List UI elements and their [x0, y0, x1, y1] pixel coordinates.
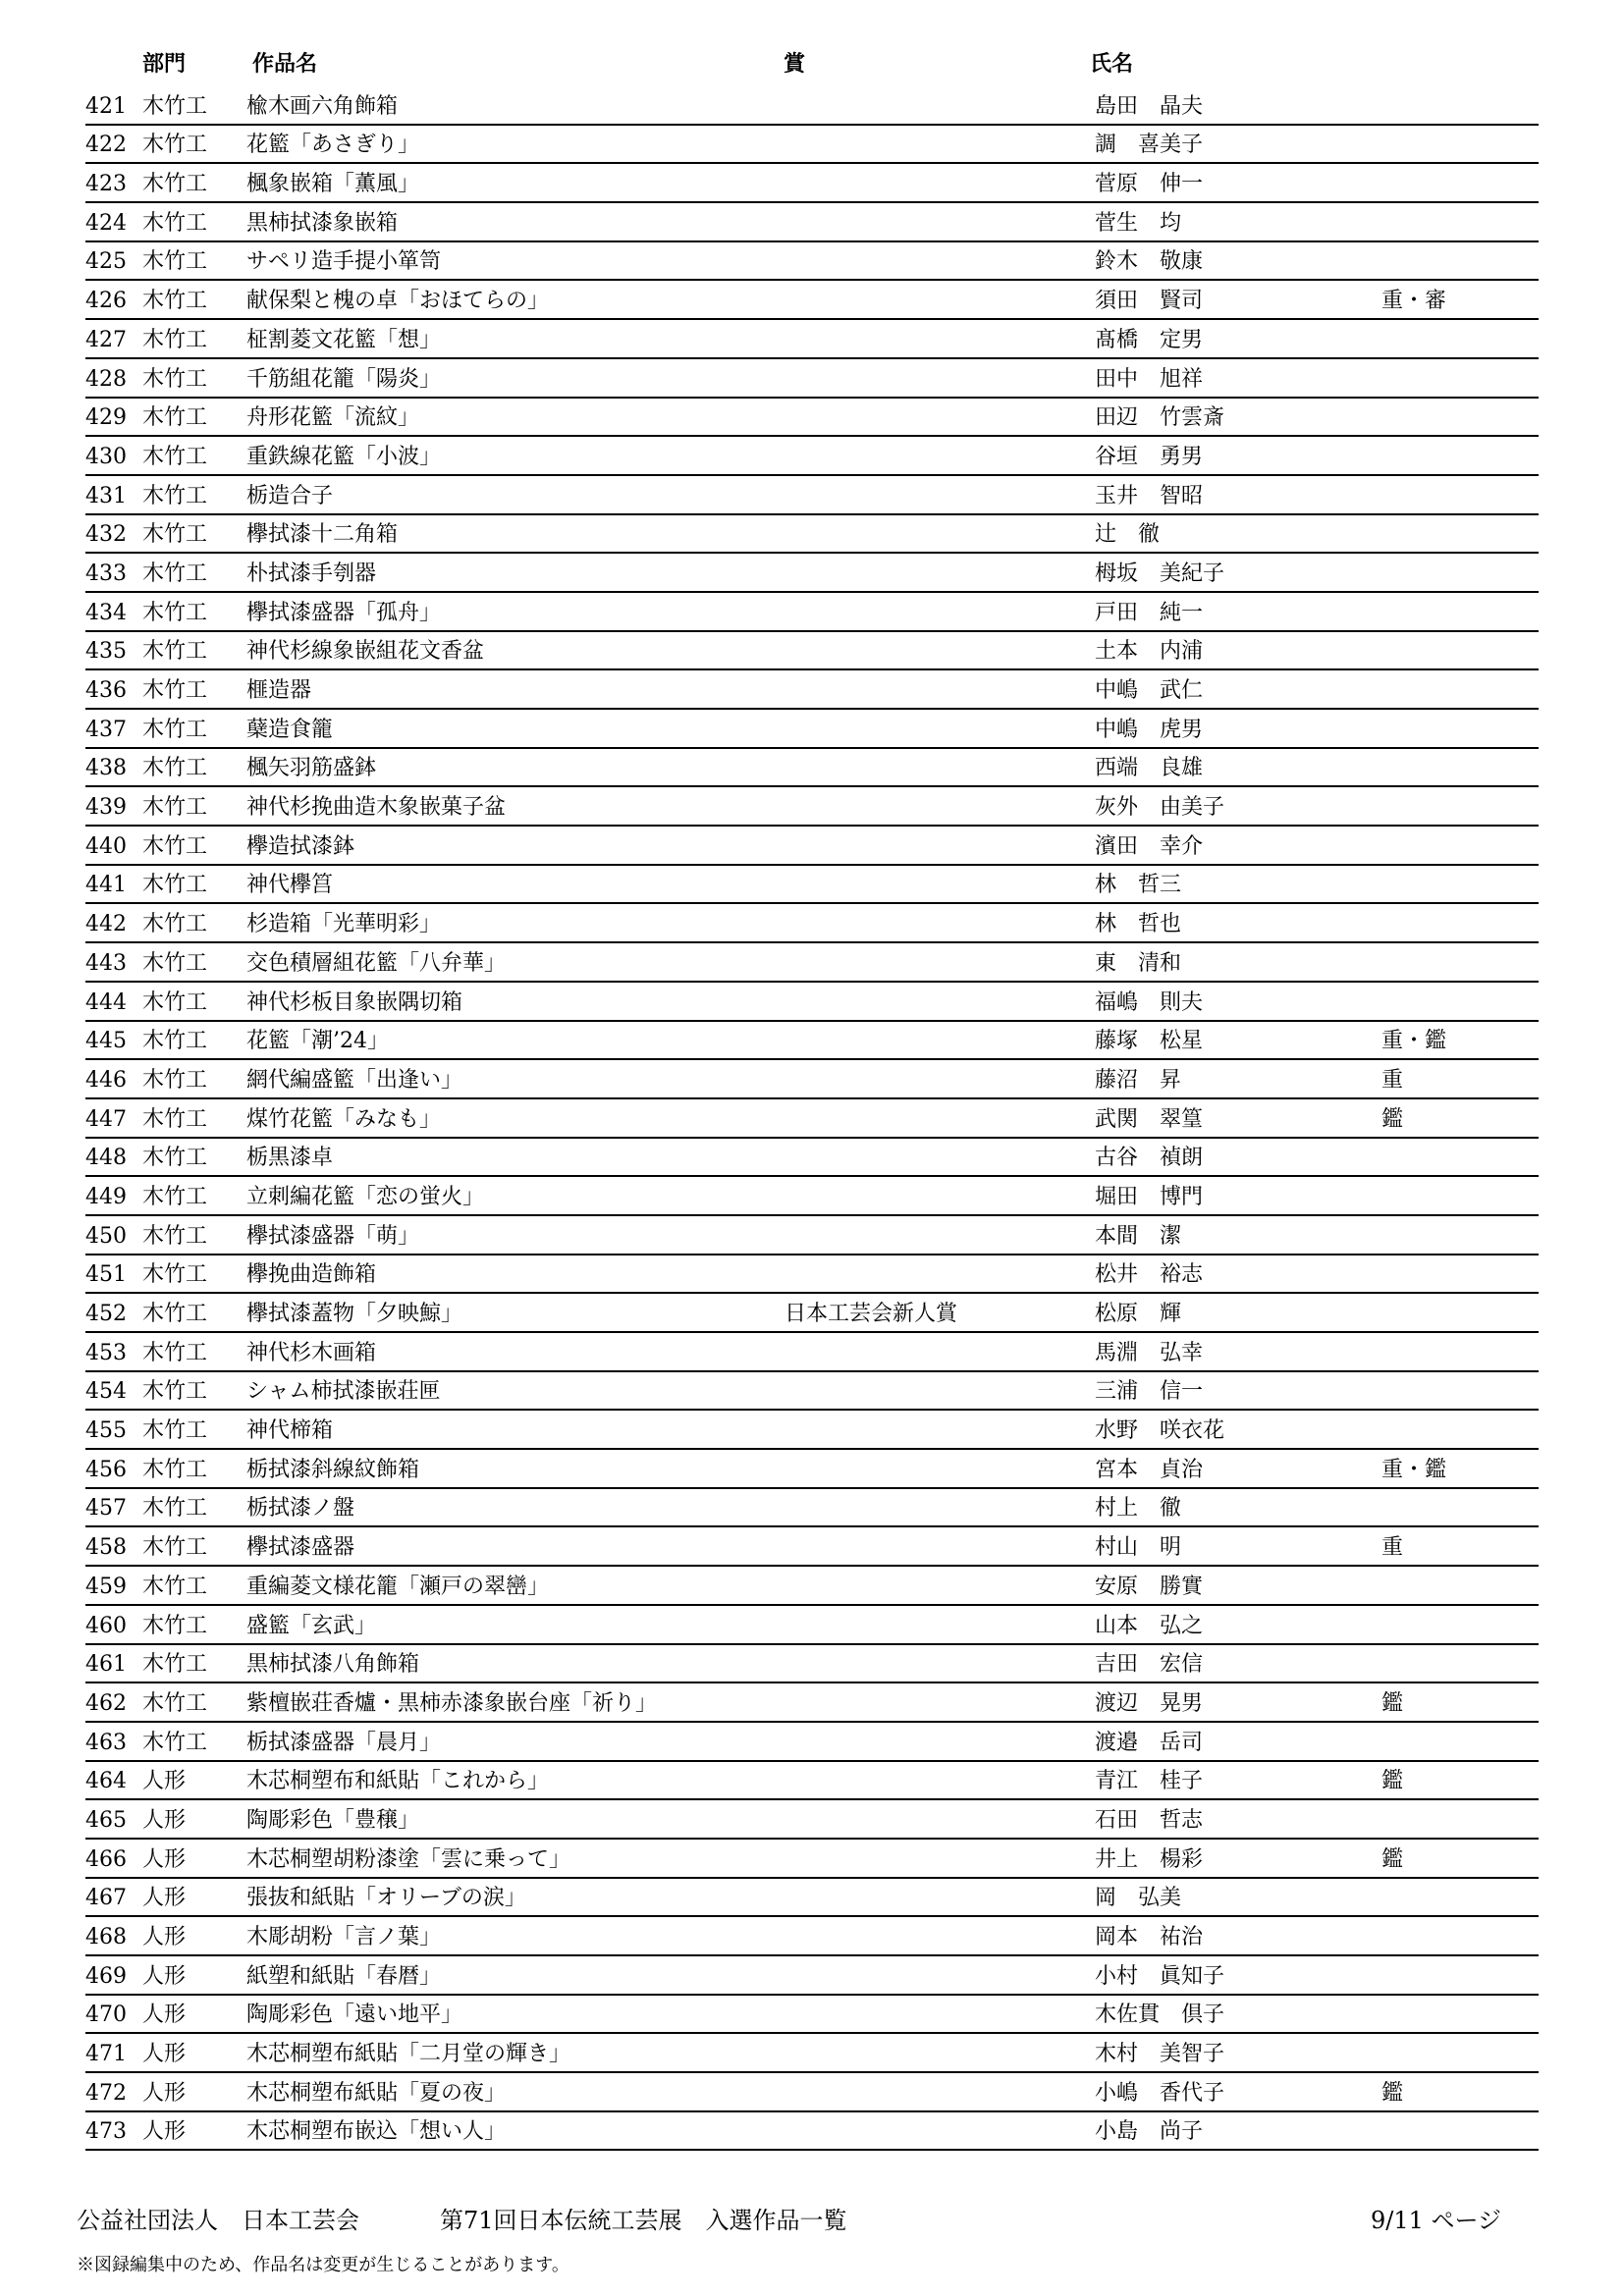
entry-artist-name: 谷垣 勇男	[1095, 444, 1204, 469]
entry-number: 448	[85, 1146, 127, 1171]
entry-department: 木竹工	[142, 327, 208, 352]
entry-work-title: 網代編盛籃「出逢い」	[246, 1067, 463, 1093]
entry-department: 木竹工	[142, 795, 208, 821]
entry-number: 470	[85, 2002, 127, 2028]
table-row	[85, 320, 1539, 359]
entry-artist-name: 小村 眞知子	[1095, 1963, 1225, 1989]
entry-work-title: 立刺編花籃「恋の蛍火」	[246, 1184, 485, 1209]
entry-number: 434	[85, 600, 127, 625]
entry-department: 木竹工	[142, 1146, 208, 1171]
entry-number: 459	[85, 1574, 127, 1599]
entry-department: 木竹工	[142, 366, 208, 392]
entry-status-mark: 重	[1381, 1535, 1404, 1561]
entry-department: 木竹工	[142, 1535, 208, 1561]
entry-department: 木竹工	[142, 1613, 208, 1638]
entry-artist-name: 村上 徹	[1095, 1496, 1182, 1522]
entry-status-mark: 重	[1381, 1067, 1404, 1093]
entry-artist-name: 木村 美智子	[1095, 2042, 1225, 2067]
entry-number: 432	[85, 522, 127, 548]
entry-status-mark: 鑑	[1381, 1769, 1404, 1794]
entry-artist-name: 水野 咲衣花	[1095, 1418, 1225, 1444]
entry-artist-name: 渡辺 晃男	[1095, 1690, 1204, 1716]
entry-department: 木竹工	[142, 1029, 208, 1054]
entry-number: 452	[85, 1302, 127, 1326]
entry-work-title: 栃拭漆ノ盤	[246, 1496, 355, 1522]
table-row	[85, 943, 1539, 983]
entry-artist-name: 須田 賢司	[1095, 289, 1204, 314]
entry-department: 木竹工	[142, 1379, 208, 1405]
table-row	[85, 86, 1539, 126]
header-award: 賞	[784, 52, 806, 77]
entry-work-title: 木芯桐塑布紙貼「夏の夜」	[246, 2080, 507, 2106]
entry-artist-name: 藤沼 昇	[1095, 1067, 1182, 1093]
table-row	[85, 787, 1539, 827]
entry-department: 木竹工	[142, 950, 208, 976]
entry-work-title: 杉造箱「光華明彩」	[246, 912, 442, 937]
entry-work-title: 栃拭漆斜線紋飾箱	[246, 1457, 420, 1482]
entry-department: 木竹工	[142, 1184, 208, 1209]
entry-department: 人形	[142, 1963, 187, 1989]
entry-number: 442	[85, 912, 127, 937]
table-row	[85, 1022, 1539, 1061]
table-row	[85, 1411, 1539, 1450]
entry-number: 421	[85, 93, 127, 119]
entry-number: 462	[85, 1690, 127, 1716]
entry-number: 464	[85, 1769, 127, 1794]
entry-number: 423	[85, 172, 127, 197]
entry-artist-name: 田辺 竹雲斎	[1095, 405, 1225, 431]
entry-artist-name: 堀田 博門	[1095, 1184, 1204, 1209]
entry-artist-name: 山本 弘之	[1095, 1613, 1204, 1638]
entry-number: 451	[85, 1262, 127, 1288]
entry-work-title: 栃拭漆盛器「晨月」	[246, 1730, 442, 1755]
entry-number: 473	[85, 2119, 127, 2145]
entry-artist-name: 栂坂 美紀子	[1095, 561, 1225, 586]
entry-number: 472	[85, 2080, 127, 2106]
entry-number: 422	[85, 133, 127, 158]
table-row	[85, 1723, 1539, 1762]
entry-list	[0, 86, 1624, 2151]
entry-work-title: 交色積層組花籃「八弁華」	[246, 950, 507, 976]
entry-department: 木竹工	[142, 1418, 208, 1444]
entry-number: 425	[85, 249, 127, 275]
table-row	[85, 1255, 1539, 1295]
entry-artist-name: 中嶋 虎男	[1095, 717, 1204, 742]
entry-department: 木竹工	[142, 561, 208, 586]
entry-department: 人形	[142, 2119, 187, 2145]
entry-number: 450	[85, 1223, 127, 1249]
entry-artist-name: 石田 哲志	[1095, 1807, 1204, 1833]
entry-number: 468	[85, 1925, 127, 1949]
table-row	[85, 749, 1539, 788]
table-row	[85, 1372, 1539, 1412]
entry-work-title: 楓矢羽筋盛鉢	[246, 756, 377, 781]
entry-number: 449	[85, 1184, 127, 1209]
entry-number: 469	[85, 1963, 127, 1989]
entry-department: 木竹工	[142, 172, 208, 197]
entry-department: 木竹工	[142, 1262, 208, 1288]
entry-number: 454	[85, 1379, 127, 1405]
entry-artist-name: 吉田 宏信	[1095, 1652, 1204, 1678]
entry-number: 465	[85, 1807, 127, 1833]
table-row	[85, 554, 1539, 593]
entry-work-title: 朴拭漆手刳器	[246, 561, 377, 586]
table-row	[85, 1527, 1539, 1567]
entry-number: 445	[85, 1029, 127, 1054]
entry-artist-name: 馬淵 弘幸	[1095, 1340, 1204, 1365]
entry-number: 458	[85, 1535, 127, 1561]
entry-number: 461	[85, 1652, 127, 1678]
entry-work-title: 神代楴箱	[246, 1418, 334, 1444]
entry-work-title: 欅拭漆盛器「萌」	[246, 1223, 420, 1249]
entry-artist-name: 宮本 貞治	[1095, 1457, 1204, 1482]
entry-artist-name: 林 哲三	[1095, 873, 1182, 898]
entry-artist-name: 島田 晶夫	[1095, 93, 1204, 119]
table-row	[85, 2112, 1539, 2152]
entry-department: 木竹工	[142, 989, 208, 1015]
entry-work-title: 盛籃「玄武」	[246, 1613, 377, 1638]
entry-artist-name: 村山 明	[1095, 1535, 1182, 1561]
table-row	[85, 827, 1539, 866]
entry-number: 457	[85, 1496, 127, 1522]
entry-work-title: 紫檀嵌荘香爐・黒柿赤漆象嵌台座「祈り」	[246, 1690, 658, 1716]
entry-artist-name: 三浦 信一	[1095, 1379, 1204, 1405]
table-row	[85, 1177, 1539, 1216]
table-row	[85, 1840, 1539, 1879]
entry-artist-name: 岡本 祐治	[1095, 1925, 1204, 1949]
footer-page-number: 9/11 ページ	[1371, 2207, 1502, 2234]
entry-work-title: 重鉄線花籃「小波」	[246, 444, 442, 469]
entry-artist-name: 小島 尚子	[1095, 2119, 1204, 2145]
table-row	[85, 1333, 1539, 1372]
entry-department: 人形	[142, 2002, 187, 2028]
entry-number: 446	[85, 1067, 127, 1093]
entry-number: 441	[85, 873, 127, 898]
entry-work-title: 花籃「潮’24」	[246, 1029, 389, 1054]
table-row	[85, 437, 1539, 476]
entry-department: 木竹工	[142, 1067, 208, 1093]
table-header	[0, 47, 1624, 79]
entry-artist-name: 小嶋 香代子	[1095, 2080, 1225, 2106]
table-row	[85, 1917, 1539, 1956]
entry-work-title: 欅拭漆盛器	[246, 1535, 355, 1561]
entry-work-title: 木芯桐塑布嵌込「想い人」	[246, 2119, 507, 2145]
entry-work-title: サペリ造手提小箪笥	[246, 249, 442, 275]
entry-work-title: 黒柿拭漆八角飾箱	[246, 1652, 420, 1678]
entry-artist-name: 藤塚 松星	[1095, 1029, 1204, 1054]
table-row	[85, 1996, 1539, 2035]
table-row	[85, 593, 1539, 632]
entry-artist-name: 林 哲也	[1095, 912, 1182, 937]
entry-number: 455	[85, 1418, 127, 1444]
entry-department: 人形	[142, 1846, 187, 1872]
entry-department: 木竹工	[142, 639, 208, 665]
entry-work-title: 栃造合子	[246, 483, 334, 508]
entry-work-title: 榧造器	[246, 678, 312, 703]
entry-work-title: 神代杉挽曲造木象嵌菓子盆	[246, 795, 507, 821]
entry-work-title: シャム柿拭漆嵌荘匣	[246, 1379, 441, 1405]
entry-status-mark: 鑑	[1381, 2080, 1404, 2106]
entry-number: 428	[85, 366, 127, 392]
entry-department: 木竹工	[142, 833, 208, 859]
entry-number: 429	[85, 405, 127, 431]
table-row	[85, 1216, 1539, 1255]
entry-work-title: 花籃「あさぎり」	[246, 133, 420, 158]
table-row	[85, 2073, 1539, 2112]
entry-department: 人形	[142, 1886, 187, 1911]
entry-award: 日本工芸会新人賞	[785, 1302, 958, 1326]
entry-work-title: 蘖造食籠	[246, 717, 334, 742]
entry-work-title: 千筋組花籠「陽炎」	[246, 366, 442, 392]
entry-department: 木竹工	[142, 600, 208, 625]
entry-number: 444	[85, 989, 127, 1015]
entry-department: 木竹工	[142, 1106, 208, 1132]
entry-artist-name: 髙橋 定男	[1095, 327, 1204, 352]
table-row	[85, 1606, 1539, 1645]
entry-number: 443	[85, 950, 127, 976]
entry-work-title: 神代欅筥	[246, 873, 334, 898]
entry-artist-name: 鈴木 敬康	[1095, 249, 1204, 275]
table-row	[85, 1645, 1539, 1684]
entry-department: 木竹工	[142, 1574, 208, 1599]
footer-note: ※図録編集中のため、作品名は変更が生じることがあります。	[77, 2255, 569, 2275]
entry-artist-name: 西端 良雄	[1095, 756, 1204, 781]
table-row	[85, 904, 1539, 943]
entry-work-title: 舟形花籃「流紋」	[246, 405, 420, 431]
entry-artist-name: 青江 桂子	[1095, 1769, 1204, 1794]
entry-number: 453	[85, 1340, 127, 1365]
entry-status-mark: 鑑	[1381, 1846, 1404, 1872]
entry-number: 437	[85, 717, 127, 742]
table-row	[85, 126, 1539, 165]
entry-work-title: 木彫胡粉「言ノ葉」	[246, 1925, 442, 1949]
entry-artist-name: 本間 潔	[1095, 1223, 1182, 1249]
table-row	[85, 1139, 1539, 1178]
entry-artist-name: 渡邉 岳司	[1095, 1730, 1204, 1755]
entry-number: 456	[85, 1457, 127, 1482]
table-row	[85, 1762, 1539, 1801]
entry-department: 木竹工	[142, 405, 208, 431]
entry-number: 466	[85, 1846, 127, 1872]
entry-department: 木竹工	[142, 249, 208, 275]
entry-artist-name: 菅原 伸一	[1095, 172, 1204, 197]
entry-number: 463	[85, 1730, 127, 1755]
entry-department: 木竹工	[142, 912, 208, 937]
entry-work-title: 楓象嵌箱「薫風」	[246, 172, 420, 197]
table-row	[85, 1060, 1539, 1099]
entry-department: 人形	[142, 2042, 187, 2067]
entry-work-title: 陶彫彩色「豊穣」	[246, 1807, 420, 1833]
entry-artist-name: 灰外 由美子	[1095, 795, 1225, 821]
table-row	[85, 1683, 1539, 1723]
entry-artist-name: 田中 旭祥	[1095, 366, 1204, 392]
table-row	[85, 1879, 1539, 1918]
entry-department: 木竹工	[142, 444, 208, 469]
entry-number: 467	[85, 1886, 127, 1911]
table-row	[85, 1450, 1539, 1489]
table-row	[85, 2034, 1539, 2073]
entry-artist-name: 調 喜美子	[1095, 133, 1204, 158]
entry-department: 木竹工	[142, 289, 208, 314]
entry-work-title: 紙塑和紙貼「春暦」	[246, 1963, 442, 1989]
entry-artist-name: 辻 徹	[1095, 522, 1161, 548]
entry-artist-name: 松井 裕志	[1095, 1262, 1204, 1288]
entry-status-mark: 重・審	[1381, 289, 1447, 314]
entry-status-mark: 鑑	[1381, 1690, 1404, 1716]
table-row	[85, 983, 1539, 1022]
entry-work-title: 黒柿拭漆象嵌箱	[246, 210, 399, 236]
entry-department: 木竹工	[142, 1690, 208, 1716]
table-row	[85, 1489, 1539, 1528]
entry-department: 木竹工	[142, 483, 208, 508]
table-row	[85, 242, 1539, 282]
table-row	[85, 1567, 1539, 1606]
table-row	[85, 1956, 1539, 1996]
entry-artist-name: 菅生 均	[1095, 210, 1182, 236]
entry-status-mark: 重・鑑	[1381, 1457, 1447, 1482]
entry-number: 435	[85, 639, 127, 665]
entry-number: 436	[85, 678, 127, 703]
entry-artist-name: 木佐貫 倶子	[1095, 2002, 1225, 2028]
entry-department: 木竹工	[142, 678, 208, 703]
entry-work-title: 柾割菱文花籃「想」	[246, 327, 442, 352]
entry-work-title: 神代杉線象嵌組花文香盆	[246, 639, 485, 665]
table-row	[85, 1099, 1539, 1139]
entry-artist-name: 玉井 智昭	[1095, 483, 1204, 508]
table-row	[85, 1800, 1539, 1840]
table-row	[85, 710, 1539, 749]
entry-artist-name: 濱田 幸介	[1095, 833, 1204, 859]
entry-department: 人形	[142, 1807, 187, 1833]
entry-artist-name: 岡 弘美	[1095, 1886, 1182, 1911]
footer-exhibition-title: 第71回日本伝統工芸展 入選作品一覧	[440, 2207, 847, 2234]
header-dept: 部門	[142, 52, 187, 77]
table-row	[85, 476, 1539, 515]
entry-number: 440	[85, 833, 127, 859]
table-row	[85, 1294, 1539, 1333]
entry-number: 460	[85, 1613, 127, 1638]
entry-number: 430	[85, 444, 127, 469]
entry-artist-name: 戸田 純一	[1095, 600, 1204, 625]
entry-work-title: 神代杉木画箱	[246, 1340, 377, 1365]
entry-work-title: 献保梨と槐の卓「おほてらの」	[246, 289, 550, 314]
entry-number: 438	[85, 756, 127, 781]
entry-work-title: 欅造拭漆鉢	[246, 833, 355, 859]
table-row	[85, 281, 1539, 320]
entry-work-title: 栃黒漆卓	[246, 1146, 334, 1171]
entry-number: 424	[85, 210, 127, 236]
entry-artist-name: 武関 翠篁	[1095, 1106, 1204, 1132]
entry-department: 木竹工	[142, 1730, 208, 1755]
entry-artist-name: 井上 楊彩	[1095, 1846, 1204, 1872]
entry-number: 426	[85, 289, 127, 314]
entry-department: 人形	[142, 1925, 187, 1949]
entry-work-title: 木芯桐塑布紙貼「二月堂の輝き」	[246, 2042, 571, 2067]
entry-department: 木竹工	[142, 1652, 208, 1678]
table-row	[85, 515, 1539, 555]
entry-work-title: 重編菱文様花籠「瀬戸の翠巒」	[246, 1574, 550, 1599]
entry-department: 木竹工	[142, 1496, 208, 1522]
entry-department: 人形	[142, 2080, 187, 2106]
entry-work-title: 欅拭漆蓋物「夕映鯨」	[246, 1302, 463, 1326]
table-row	[85, 632, 1539, 671]
entry-number: 427	[85, 327, 127, 352]
entry-department: 木竹工	[142, 93, 208, 119]
footer-organization: 公益社団法人 日本工芸会	[77, 2207, 359, 2234]
table-row	[85, 670, 1539, 710]
entry-artist-name: 東 清和	[1095, 950, 1182, 976]
table-row	[85, 203, 1539, 242]
entry-number: 439	[85, 795, 127, 821]
entry-work-title: 陶彫彩色「遠い地平」	[246, 2002, 463, 2028]
entry-work-title: 欅拭漆盛器「孤舟」	[246, 600, 442, 625]
entry-department: 木竹工	[142, 756, 208, 781]
entry-work-title: 木芯桐塑布和紙貼「これから」	[246, 1769, 550, 1794]
entry-department: 木竹工	[142, 1340, 208, 1365]
entry-work-title: 木芯桐塑胡粉漆塗「雲に乗って」	[246, 1846, 571, 1872]
entry-status-mark: 鑑	[1381, 1106, 1404, 1132]
entry-department: 木竹工	[142, 873, 208, 898]
table-row	[85, 359, 1539, 399]
entry-artist-name: 古谷 禎朗	[1095, 1146, 1204, 1171]
entry-number: 431	[85, 483, 127, 508]
entry-status-mark: 重・鑑	[1381, 1029, 1447, 1054]
entry-number: 471	[85, 2042, 127, 2067]
entry-department: 木竹工	[142, 1223, 208, 1249]
entry-number: 447	[85, 1106, 127, 1132]
entry-department: 木竹工	[142, 133, 208, 158]
header-work: 作品名	[252, 52, 318, 77]
entry-work-title: 欅拭漆十二角箱	[246, 522, 399, 548]
entry-artist-name: 中嶋 武仁	[1095, 678, 1204, 703]
table-row	[85, 866, 1539, 905]
entry-number: 433	[85, 561, 127, 586]
table-row	[85, 164, 1539, 203]
entry-work-title: 煤竹花籃「みなも」	[246, 1106, 442, 1132]
entry-artist-name: 福嶋 則夫	[1095, 989, 1204, 1015]
entry-department: 木竹工	[142, 1302, 208, 1326]
entry-work-title: 張抜和紙貼「オリーブの涙」	[246, 1886, 526, 1911]
entry-work-title: 楡木画六角飾箱	[246, 93, 399, 119]
entry-artist-name: 土本 内浦	[1095, 639, 1204, 665]
entry-department: 木竹工	[142, 522, 208, 548]
entry-department: 人形	[142, 1769, 187, 1794]
entry-department: 木竹工	[142, 717, 208, 742]
entry-department: 木竹工	[142, 210, 208, 236]
entry-artist-name: 安原 勝實	[1095, 1574, 1204, 1599]
entry-department: 木竹工	[142, 1457, 208, 1482]
entry-artist-name: 松原 輝	[1095, 1302, 1182, 1326]
table-row	[85, 399, 1539, 438]
entry-work-title: 神代杉板目象嵌隅切箱	[246, 989, 463, 1015]
footer	[77, 2201, 1510, 2240]
entry-work-title: 欅挽曲造飾箱	[246, 1262, 377, 1288]
header-name: 氏名	[1090, 52, 1134, 77]
